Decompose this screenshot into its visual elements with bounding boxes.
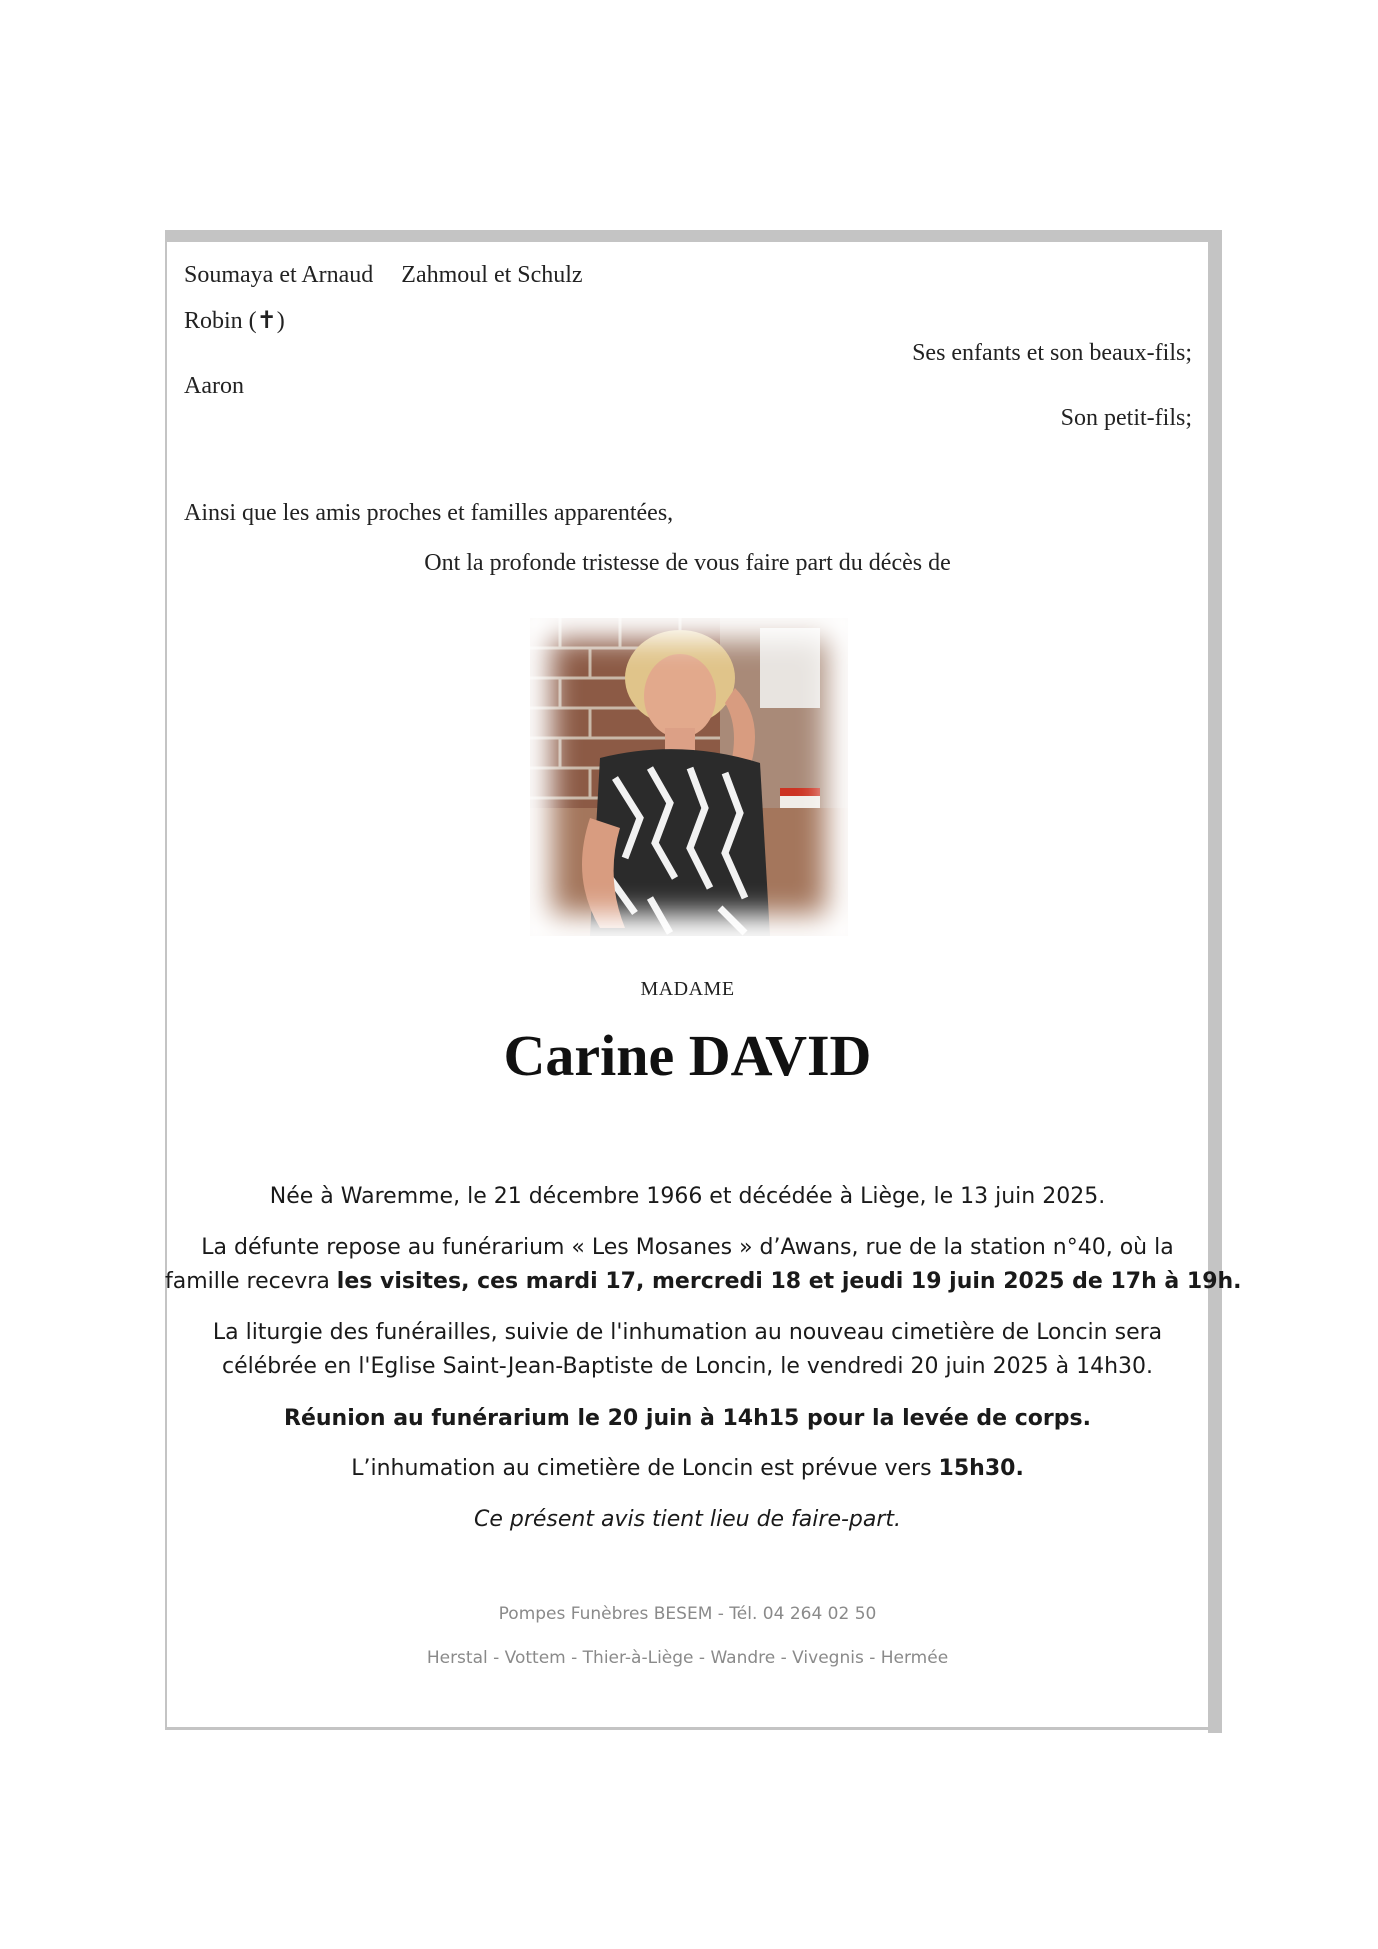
family-relation-children: Ses enfants et son beaux-fils; <box>912 340 1192 366</box>
burial-line <box>165 1452 1210 1486</box>
intro-announcement-line: Ont la profonde tristesse de vous faire part du décès de <box>424 550 951 576</box>
visits-schedule: les visites, ces mardi 17, mercredi 18 et jeudi 19 juin 2025 de 17h à 19h. <box>336 1269 1242 1294</box>
family-line-children <box>184 262 583 289</box>
frame-right-border <box>1208 230 1222 1733</box>
liturgy-line-1: La liturgie des funérailles, suivie de l'inhumation au nouveau cimetière de Loncin sera <box>212 1320 1163 1345</box>
burial-line-plain: L’inhumation au cimetière de Loncin est prévue vers <box>351 1456 939 1481</box>
deceased-title: MADAME <box>640 978 735 1000</box>
burial-time: 15h30. <box>938 1456 1024 1481</box>
photo-vignette <box>530 618 848 936</box>
family-names-first: Soumaya et Arnaud <box>184 262 374 288</box>
family-line-robin: Robin (✝) <box>184 308 285 334</box>
intro-friends-line: Ainsi que les amis proches et familles apparentées, <box>184 500 674 526</box>
notice-line: Ce présent avis tient lieu de faire-part. <box>473 1507 902 1532</box>
family-line-aaron: Aaron <box>184 373 244 399</box>
portrait-photo <box>530 618 848 936</box>
funeral-home-line: Pompes Funèbres BESEM - Tél. 04 264 02 50 <box>498 1604 877 1624</box>
deceased-name: Carine DAVID <box>503 1023 872 1088</box>
rest-line-1: La défunte repose au funérarium « Les Mosanes » d’Awans, rue de la station n°40, où la <box>201 1235 1174 1260</box>
family-names-surnames: Zahmoul et Schulz <box>401 262 583 288</box>
liturgy-line-2: célébrée en l'Eglise Saint-Jean-Baptiste de Loncin, le vendredi 20 juin 2025 à 14h30. <box>221 1354 1153 1379</box>
funeral-home-locations: Herstal - Vottem - Thier-à-Liège - Wandre - Vivegnis - Hermée <box>426 1648 949 1668</box>
frame-top-border <box>165 230 1222 242</box>
family-relation-grandson: Son petit-fils; <box>1060 405 1192 431</box>
rest-line-2 <box>165 1265 1242 1299</box>
rest-line-2-plain: famille recevra <box>165 1269 337 1294</box>
meeting-line: Réunion au funérarium le 20 juin à 14h15 pour la levée de corps. <box>284 1406 1091 1431</box>
birth-death-line: Née à Waremme, le 21 décembre 1966 et décédée à Liège, le 13 juin 2025. <box>269 1184 1106 1209</box>
